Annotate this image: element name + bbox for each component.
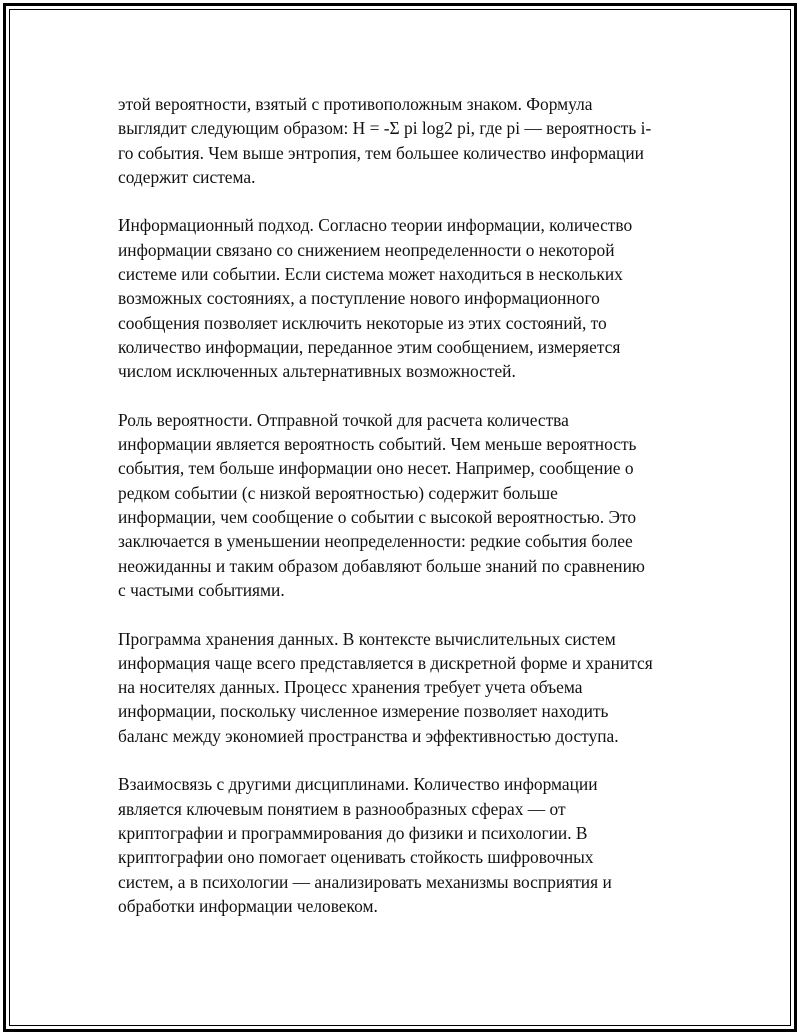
document-body <box>118 92 693 942</box>
text-line: является ключевым понятием в разнообразных сферах — от <box>118 798 566 819</box>
text-line: го события. Чем выше энтропия, тем большее количество информации <box>118 142 644 163</box>
text-line: криптографии оно помогает оценивать стойкость шифровочных <box>118 847 594 868</box>
text-line: обработки информации человеком. <box>118 895 378 916</box>
text-line: Информационный подход. Согласно теории информации, количество <box>118 215 633 236</box>
paragraph-entropy-formula <box>118 92 693 189</box>
text-line: Роль вероятности. Отправной точкой для расчета количества <box>118 409 569 430</box>
paragraph-role-of-probability <box>118 408 693 602</box>
text-line: системе или событии. Если система может находиться в нескольких <box>118 264 623 285</box>
text-line: неожиданны и таким образом добавляют больше знаний по сравнению <box>118 555 645 576</box>
text-line: информация чаще всего представляется в дискретной форме и хранится <box>118 652 653 673</box>
text-line: Программа хранения данных. В контексте вычислительных систем <box>118 628 616 649</box>
text-line: на носителях данных. Процесс хранения требует учета объема <box>118 677 583 698</box>
paragraph-information-approach <box>118 213 693 383</box>
text-line: информации связано со снижением неопределенности о некоторой <box>118 239 615 260</box>
text-line: сообщения позволяет исключить некоторые из этих состояний, то <box>118 312 607 333</box>
text-line: заключается в уменьшении неопределенности: редкие события более <box>118 531 633 552</box>
text-line: выглядит следующим образом: H = -Σ pi log2 pi, где pi — вероятность i- <box>118 118 652 139</box>
text-line: информации является вероятность событий. Чем меньше вероятность <box>118 434 637 455</box>
text-line: количество информации, переданное этим сообщением, измеряется <box>118 336 621 357</box>
text-line: возможных состояниях, а поступление нового информационного <box>118 288 600 309</box>
text-line: баланс между экономией пространства и эффективностью доступа. <box>118 725 619 746</box>
text-line: информации, поскольку численное измерение позволяет находить <box>118 701 609 722</box>
text-line: события, тем больше информации оно несет. Например, сообщение о <box>118 458 634 479</box>
text-line: содержит система. <box>118 166 256 187</box>
text-line: криптографии и программирования до физики и психологии. В <box>118 822 588 843</box>
text-line: систем, а в психологии — анализировать механизмы восприятия и <box>118 871 612 892</box>
text-line: числом исключенных альтернативных возможностей. <box>118 361 516 382</box>
text-line: Взаимосвязь с другими дисциплинами. Количество информации <box>118 774 598 795</box>
text-line: информации, чем сообщение о событии с высокой вероятностью. Это <box>118 507 637 528</box>
text-line: с частыми событиями. <box>118 579 285 600</box>
text-line: этой вероятности, взятый с противоположным знаком. Формула <box>118 94 593 114</box>
text-line: редком событии (с низкой вероятностью) содержит больше <box>118 482 558 503</box>
paragraph-interdisciplinary <box>118 772 693 918</box>
paragraph-data-storage <box>118 627 693 748</box>
